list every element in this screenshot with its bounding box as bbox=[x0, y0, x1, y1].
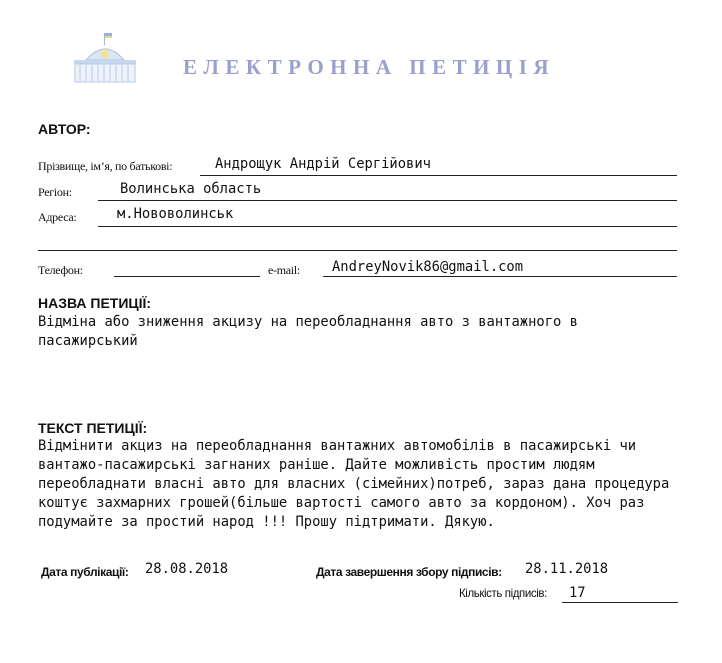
petition-text-line: Відмінити акциз на переобладнання вантажних автомобілів в пасажирські чи bbox=[38, 438, 637, 454]
name-label: Прізвище, ім’я, по батькові: bbox=[38, 159, 173, 173]
region-label: Регіон: bbox=[38, 185, 72, 199]
signatures-count: 17 bbox=[569, 585, 586, 601]
petition-text-line: коштує захмарних грошей(більше вартості самого авто за кордоном). Хоч раз bbox=[38, 495, 645, 511]
name-value: Андрощук Андрій Сергійович bbox=[215, 156, 431, 172]
petition-text-line: вантажо-пасажирські загнаних раніше. Дайте можливість простим людям bbox=[38, 457, 595, 473]
author-heading: АВТОР: bbox=[38, 121, 91, 137]
petition-name-line: Відміна або зниження акцизу на переобладнання авто з вантажного в bbox=[38, 314, 578, 330]
address-underline bbox=[98, 226, 677, 227]
published-date: 28.08.2018 bbox=[145, 561, 229, 577]
region-value: Волинська область bbox=[120, 181, 262, 197]
signatures-underline bbox=[562, 602, 678, 603]
address-line-2 bbox=[38, 250, 677, 251]
phone-underline bbox=[114, 276, 260, 277]
region-underline bbox=[98, 200, 677, 201]
email-label: e-mail: bbox=[268, 263, 300, 277]
petition-text bbox=[38, 437, 669, 532]
phone-label: Телефон: bbox=[38, 263, 83, 277]
name-underline bbox=[200, 175, 677, 176]
email-underline bbox=[323, 276, 677, 277]
verkhovna-rada-building-icon bbox=[72, 32, 138, 84]
signatures-label: Кількість підписів: bbox=[459, 588, 547, 600]
petition-text-line: переобладнати власні авто для власних (сімейних)потреб, зараз дана процедура bbox=[38, 476, 670, 492]
petition-text-line: подумайте за простий народ !!! Прошу підтримати. Дякую. bbox=[38, 514, 495, 530]
address-value: м.Нововолинськ bbox=[117, 206, 234, 222]
petition-text-heading: ТЕКСТ ПЕТИЦІЇ: bbox=[38, 420, 148, 436]
petition-name bbox=[38, 313, 578, 351]
address-label: Адреса: bbox=[38, 210, 77, 224]
petition-name-line: пасажирський bbox=[38, 333, 138, 349]
petition-name-heading: НАЗВА ПЕТИЦІЇ: bbox=[38, 295, 152, 311]
end-date: 28.11.2018 bbox=[525, 561, 609, 577]
page-title: ЕЛЕКТРОННА ПЕТИЦІЯ bbox=[183, 55, 556, 79]
email-value: AndreyNovik86@gmail.com bbox=[332, 259, 524, 275]
published-label: Дата публікації: bbox=[41, 565, 129, 579]
end-date-label: Дата завершення збору підписів: bbox=[316, 565, 502, 579]
